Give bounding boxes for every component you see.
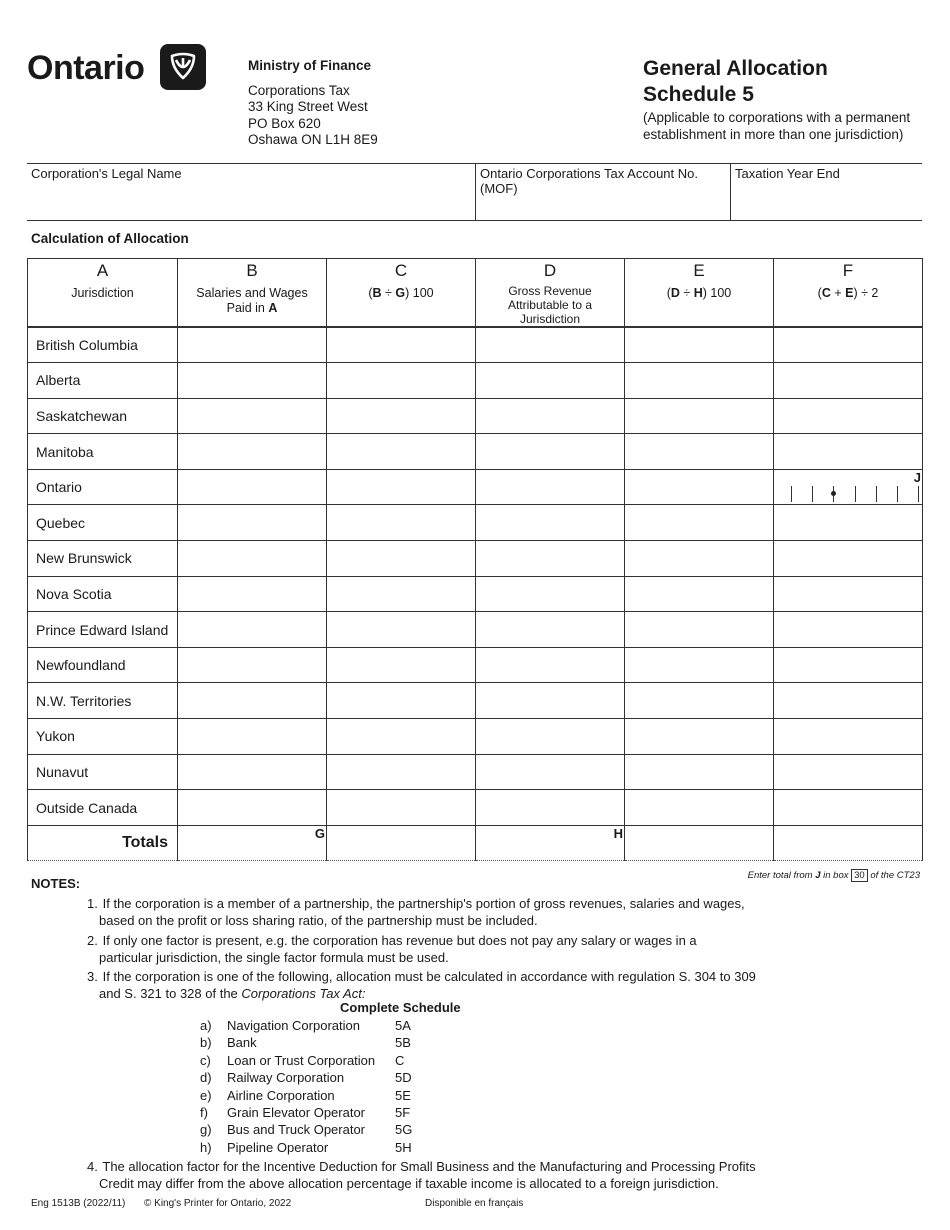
digit-divider: [897, 486, 898, 502]
form-subtitle: (Applicable to corporations with a permanent establishment in more than one jurisdiction): [643, 110, 911, 142]
trillium-logo-icon: [160, 44, 206, 90]
input-cell-d[interactable]: [476, 505, 625, 541]
section-title: Calculation of Allocation: [31, 231, 189, 246]
input-cell-e[interactable]: [625, 612, 774, 648]
notes-title: NOTES:: [31, 876, 81, 891]
table-row: [28, 754, 923, 790]
total-j-label: J: [913, 469, 921, 485]
schedule-code: 5H: [395, 1139, 412, 1155]
account-number-field[interactable]: [475, 164, 730, 220]
input-cell-d[interactable]: [476, 434, 625, 470]
jurisdiction-name: Ontario: [28, 469, 178, 505]
jurisdiction-name: Quebec: [28, 505, 178, 541]
input-cell-e[interactable]: [625, 790, 774, 826]
input-cell-e[interactable]: [625, 398, 774, 434]
digit-divider: [855, 486, 856, 502]
table-row: [28, 612, 923, 648]
note-1: 1. If the corporation is a member of a partnership, the partnership's portion of gross revenues, salaries and wages, based on the profit or loss sharing ratio, of the partnership must be included.: [87, 896, 745, 928]
note-4: 4. The allocation factor for the Incentive Deduction for Small Business and the Manufacturing and Processing Profits Credit may differ from the above allocation percentage if taxable income is allocated to a foreign jurisdiction.: [87, 1159, 756, 1191]
input-cell-f[interactable]: [774, 434, 923, 470]
totals-label: Totals: [28, 825, 178, 861]
schedule-name: Bank: [227, 1035, 257, 1051]
ministry-address: [248, 58, 378, 149]
input-cell-b[interactable]: [178, 647, 327, 683]
input-cell-c[interactable]: [327, 469, 476, 505]
total-h-label: H: [613, 825, 623, 841]
column-header-a: A Jurisdiction: [28, 259, 178, 328]
total-cell-c: [327, 825, 476, 861]
column-header-d: D Gross Revenue Attributable to a Jurisdiction: [476, 259, 625, 328]
digit-divider: [791, 486, 792, 502]
input-cell-d[interactable]: [476, 327, 625, 363]
input-cell-c[interactable]: [327, 363, 476, 399]
decimal-point: [831, 491, 836, 496]
identification-row: [27, 163, 922, 221]
input-cell-d[interactable]: [476, 790, 625, 826]
input-cell-e[interactable]: [625, 541, 774, 577]
schedule-letter: h): [200, 1139, 212, 1155]
table-row: [28, 576, 923, 612]
j-digit-boxes[interactable]: [791, 486, 918, 502]
input-cell-f[interactable]: [774, 363, 923, 399]
schedule-item: [200, 1034, 412, 1051]
form-title: General Allocation Schedule 5: [643, 57, 828, 106]
input-cell-c[interactable]: [327, 719, 476, 755]
total-g-label: G: [314, 825, 325, 841]
note-3: 3. If the corporation is one of the following, allocation must be calculated in accordance with regulation S. 304 to 309 and S. 321 to 328 of the Corporations Tax Act:: [87, 969, 756, 1001]
allocation-table: [27, 258, 923, 861]
table-row: [28, 790, 923, 826]
input-cell-d[interactable]: [476, 754, 625, 790]
input-cell-d[interactable]: [476, 576, 625, 612]
input-cell-d[interactable]: [476, 719, 625, 755]
input-cell-b[interactable]: [178, 754, 327, 790]
year-end-label: Taxation Year End: [735, 166, 840, 181]
form-number: Eng 1513B (2022/11): [31, 1198, 126, 1209]
jurisdiction-name: Manitoba: [28, 434, 178, 470]
input-cell-c[interactable]: [327, 790, 476, 826]
input-cell-c[interactable]: [327, 327, 476, 363]
schedule-code: 5D: [395, 1070, 412, 1086]
schedule-name: Airline Corporation: [227, 1087, 335, 1103]
input-cell-f[interactable]: [774, 327, 923, 363]
input-cell-e[interactable]: [625, 647, 774, 683]
input-cell-e[interactable]: [625, 327, 774, 363]
input-cell-b[interactable]: [178, 363, 327, 399]
jurisdiction-name: British Columbia: [28, 327, 178, 363]
french-availability: Disponible en français: [425, 1198, 524, 1209]
taxation-year-end-field[interactable]: [730, 164, 922, 220]
input-cell-d[interactable]: [476, 363, 625, 399]
input-cell-e[interactable]: [625, 505, 774, 541]
schedule-code: 5F: [395, 1105, 411, 1121]
input-cell-e[interactable]: [625, 719, 774, 755]
column-header-c: C (B ÷ G) 100: [327, 259, 476, 328]
input-cell-f[interactable]: [774, 398, 923, 434]
input-cell-c[interactable]: [327, 398, 476, 434]
input-cell-b[interactable]: [178, 434, 327, 470]
schedule-code: 5E: [395, 1087, 411, 1103]
enter-total-note: Enter total from J in box 30 of the CT23: [747, 870, 920, 881]
table-row: [28, 647, 923, 683]
jurisdiction-name: Newfoundland: [28, 647, 178, 683]
input-cell-f[interactable]: [774, 505, 923, 541]
input-cell-c[interactable]: [327, 505, 476, 541]
jurisdiction-name: New Brunswick: [28, 541, 178, 577]
input-cell-b[interactable]: [178, 612, 327, 648]
schedule-name: Loan or Trust Corporation: [227, 1052, 376, 1068]
table-row: [28, 505, 923, 541]
jurisdiction-name: N.W. Territories: [28, 683, 178, 719]
total-cell-e: [625, 825, 774, 861]
input-cell-f[interactable]: [774, 754, 923, 790]
schedule-item: [200, 1139, 412, 1156]
input-cell-e[interactable]: [625, 363, 774, 399]
input-cell-d[interactable]: [476, 683, 625, 719]
input-cell-d[interactable]: [476, 647, 625, 683]
input-cell-f[interactable]: [774, 790, 923, 826]
input-cell-b[interactable]: [178, 541, 327, 577]
schedule-list: [200, 1017, 412, 1156]
schedule-code: 5B: [395, 1035, 411, 1051]
input-cell-c[interactable]: [327, 576, 476, 612]
legal-name-field[interactable]: [27, 164, 475, 220]
schedule-code: C: [395, 1052, 405, 1068]
input-cell-e[interactable]: [625, 683, 774, 719]
jurisdiction-name: Yukon: [28, 719, 178, 755]
input-cell-f[interactable]: [774, 683, 923, 719]
schedule-item: [200, 1017, 412, 1034]
input-cell-e[interactable]: [625, 469, 774, 505]
table-row: [28, 434, 923, 470]
legal-name-label: Corporation's Legal Name: [31, 166, 182, 181]
input-cell-f[interactable]: [774, 576, 923, 612]
input-cell-c[interactable]: [327, 754, 476, 790]
input-cell-b[interactable]: [178, 719, 327, 755]
column-header-e: E (D ÷ H) 100: [625, 259, 774, 328]
schedule-letter: b): [200, 1035, 212, 1051]
address-line: Oshawa ON L1H 8E9: [248, 132, 378, 147]
total-cell-f: [774, 825, 923, 861]
input-cell-e[interactable]: [625, 576, 774, 612]
schedule-name: Grain Elevator Operator: [227, 1105, 366, 1121]
table-row: [28, 363, 923, 399]
input-cell-f[interactable]: [774, 469, 923, 505]
schedule-letter: g): [200, 1122, 212, 1138]
table-header-row: [28, 259, 923, 328]
copyright: © King's Printer for Ontario, 2022: [144, 1198, 292, 1209]
input-cell-b[interactable]: [178, 683, 327, 719]
table-row: [28, 398, 923, 434]
total-cell-d[interactable]: [476, 825, 625, 861]
digit-divider: [876, 486, 877, 502]
table-row: [28, 327, 923, 363]
input-cell-c[interactable]: [327, 683, 476, 719]
input-cell-f[interactable]: [774, 612, 923, 648]
total-cell-b[interactable]: [178, 825, 327, 861]
input-cell-c[interactable]: [327, 434, 476, 470]
digit-divider: [812, 486, 813, 502]
schedule-item: [200, 1087, 412, 1104]
input-cell-f[interactable]: [774, 719, 923, 755]
digit-divider: [918, 486, 919, 502]
input-cell-b[interactable]: [178, 505, 327, 541]
input-cell-c[interactable]: [327, 647, 476, 683]
jurisdiction-name: Nova Scotia: [28, 576, 178, 612]
jurisdiction-name: Prince Edward Island: [28, 612, 178, 648]
schedule-name: Pipeline Operator: [227, 1139, 329, 1155]
input-cell-c[interactable]: [327, 541, 476, 577]
input-cell-f[interactable]: [774, 541, 923, 577]
table-row: [28, 683, 923, 719]
table-row: [28, 469, 923, 505]
jurisdiction-name: Alberta: [28, 363, 178, 399]
column-header-b: B Salaries and Wages Paid in A: [178, 259, 327, 328]
jurisdiction-name: Nunavut: [28, 754, 178, 790]
ministry-name: Ministry of Finance: [248, 58, 372, 73]
input-cell-b[interactable]: [178, 327, 327, 363]
ontario-logo-text: Ontario: [27, 49, 145, 87]
column-header-f: F (C + E) ÷ 2: [774, 259, 923, 328]
table-row: [28, 719, 923, 755]
jurisdiction-name: Outside Canada: [28, 790, 178, 826]
schedule-item: [200, 1104, 412, 1121]
input-cell-e[interactable]: [625, 754, 774, 790]
address-line: PO Box 620: [248, 115, 321, 131]
input-cell-b[interactable]: [178, 576, 327, 612]
input-cell-d[interactable]: [476, 541, 625, 577]
table-row: [28, 541, 923, 577]
schedule-letter: c): [200, 1052, 211, 1068]
input-cell-b[interactable]: [178, 790, 327, 826]
address-line: 33 King Street West: [248, 99, 368, 114]
input-cell-b[interactable]: [178, 398, 327, 434]
schedule-item: [200, 1069, 412, 1086]
account-number-label: Ontario Corporations Tax Account No. (MOF): [480, 166, 698, 196]
schedule-name: Railway Corporation: [227, 1070, 345, 1086]
input-cell-d[interactable]: [476, 612, 625, 648]
schedule-item: [200, 1052, 412, 1069]
schedule-name: Navigation Corporation: [227, 1018, 360, 1033]
input-cell-f[interactable]: [774, 647, 923, 683]
jurisdiction-name: Saskatchewan: [28, 398, 178, 434]
schedule-letter: a): [200, 1018, 212, 1033]
input-cell-b[interactable]: [178, 469, 327, 505]
totals-row: [28, 825, 923, 861]
input-cell-d[interactable]: [476, 398, 625, 434]
ct23-box-number: 30: [851, 869, 868, 882]
input-cell-c[interactable]: [327, 612, 476, 648]
schedule-name: Bus and Truck Operator: [227, 1122, 366, 1138]
schedule-code: 5A: [395, 1018, 411, 1033]
schedule-letter: e): [200, 1087, 212, 1103]
schedule-code: 5G: [395, 1122, 413, 1138]
input-cell-d[interactable]: [476, 469, 625, 505]
schedule-letter: d): [200, 1070, 212, 1086]
note-2: 2. If only one factor is present, e.g. the corporation has revenue but does not pay any salary or wages in a particular jurisdiction, the single factor formula must be used.: [87, 933, 697, 965]
complete-schedule-heading: Complete Schedule: [340, 1000, 461, 1015]
input-cell-e[interactable]: [625, 434, 774, 470]
schedule-item: [200, 1121, 412, 1138]
address-line: Corporations Tax: [248, 82, 350, 98]
schedule-letter: f): [200, 1105, 208, 1121]
